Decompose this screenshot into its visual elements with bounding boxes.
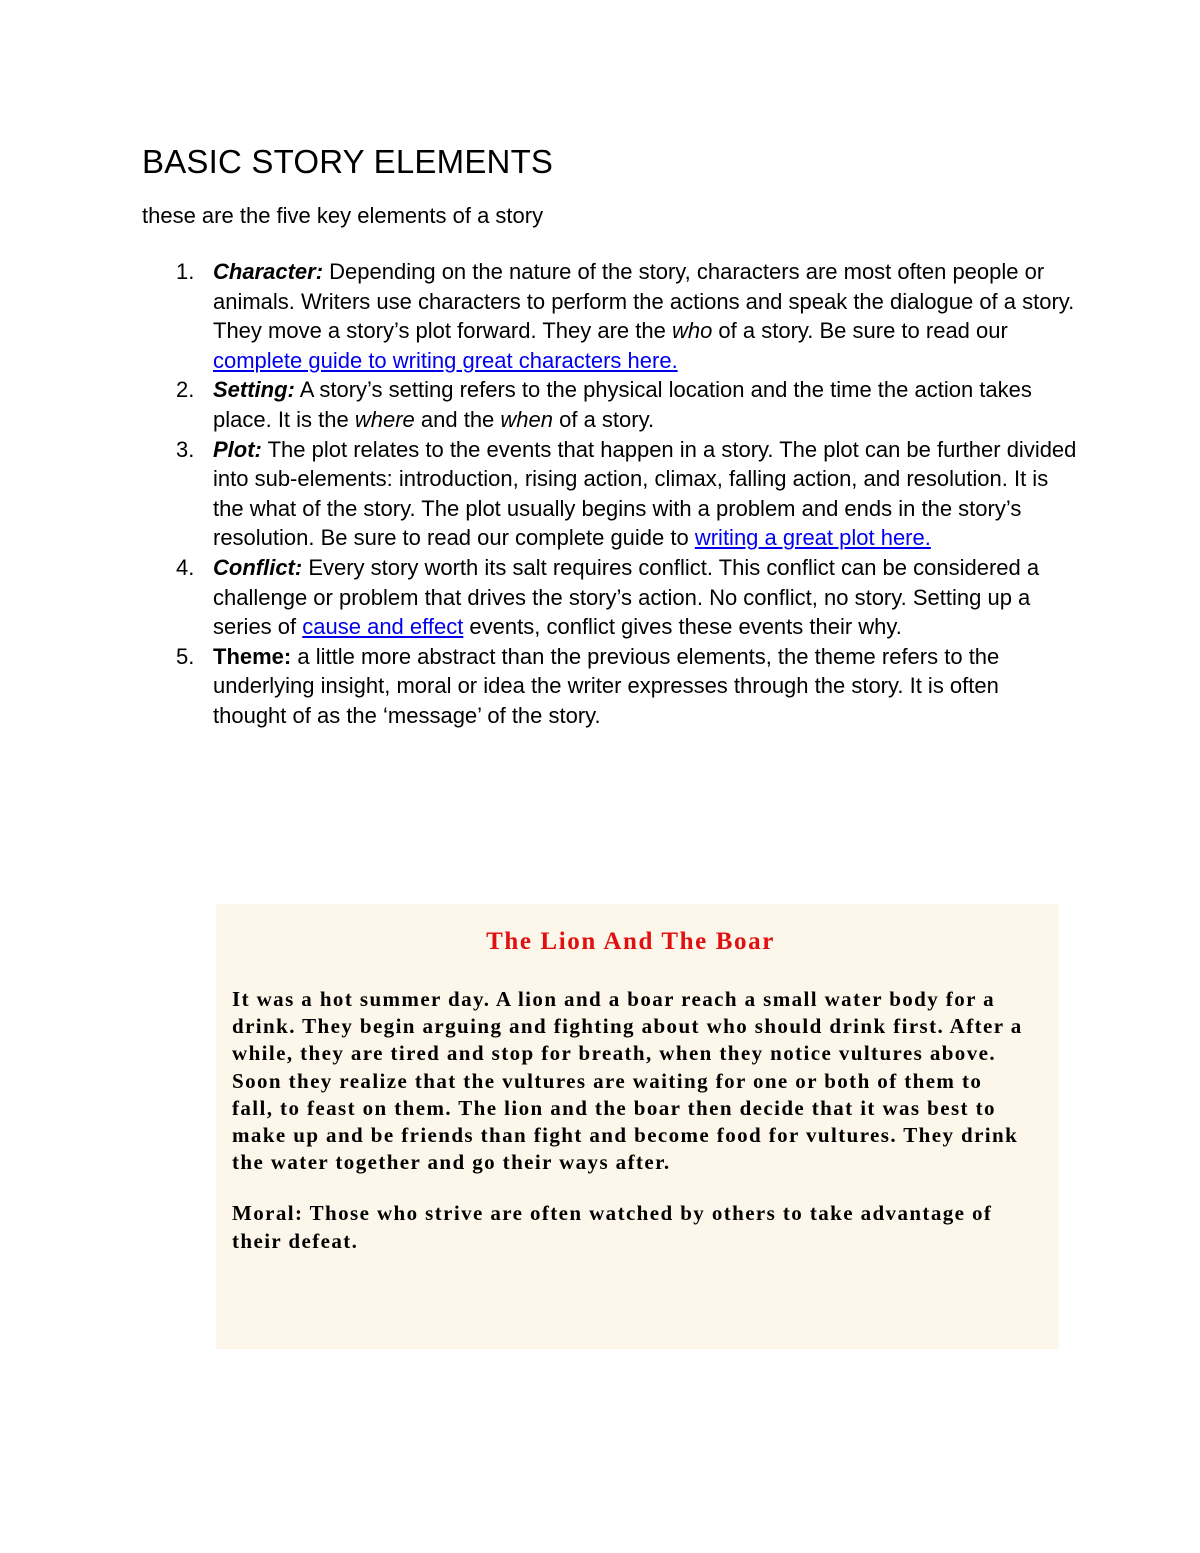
emphasis-who: who — [671, 318, 713, 344]
list-item-setting — [142, 375, 1077, 434]
emphasis-when: when — [500, 406, 554, 432]
term-character: Character: — [213, 259, 324, 284]
item-text: Every story worth its salt requires conflict. This conflict can be considered a challenge or problem that drives the story’s action. No conflict, no story. Setting up a series of — [213, 554, 1040, 640]
story-body: It was a hot summer day. A lion and a boar reach a small water body for a drink. They begin arguing and fighting about who should drink first. After a while, they are tired and stop for breath, when they notice vultures above. Soon they realize that the vultures are waiting for one or both of them to fall, to feast on them. The lion and the boar then decide that it was best to make up and be friends than fight and become food for vultures. They drink the water together and go their ways after. — [232, 987, 1023, 1175]
list-number: 4. — [176, 554, 195, 580]
story-elements-list — [142, 257, 1077, 731]
item-text: of a story. Be sure to read our — [712, 318, 1008, 344]
plot-guide-link[interactable]: writing a great plot here. — [694, 525, 931, 551]
item-text: a little more abstract than the previous elements, the theme refers to the underlying insight, moral or idea the writer expresses through the story. It is often thought of as the ‘message’ of the story. — [213, 643, 1000, 728]
story-image — [216, 904, 1059, 1349]
cause-and-effect-link[interactable]: cause and effect — [302, 614, 464, 640]
item-text: of a story. — [553, 406, 655, 432]
list-item-character — [142, 257, 1077, 375]
list-item-theme — [142, 642, 1077, 731]
list-number: 3. — [176, 436, 195, 462]
list-item-conflict — [142, 553, 1077, 642]
item-text: events, conflict gives these events their why. — [463, 614, 902, 640]
item-text: and the — [414, 406, 501, 432]
story-moral: Moral: Those who strive are often watched by others to take advantage of their defeat. — [232, 1201, 993, 1253]
page-title: BASIC STORY ELEMENTS — [142, 143, 554, 180]
list-number: 2. — [176, 377, 195, 403]
list-number: 5. — [176, 643, 195, 669]
story-title: The Lion And The Boar — [486, 928, 775, 955]
item-text: The plot relates to the events that happen in a story. The plot can be further divided into sub-elements: introduction, rising action, climax, falling action, and resolution. It is the what of the story. The plot usually begins with a problem and ends in the story’s resolution. Be sure to read our complete guide to — [213, 436, 1077, 551]
term-theme: Theme: — [213, 643, 292, 669]
term-plot: Plot: — [213, 436, 262, 462]
item-text: Depending on the nature of the story, characters are most often people or animals. Writers use characters to perform the actions and speak the dialogue of a story. They move a story’s plot forward. They are the — [213, 259, 1075, 344]
list-item-plot — [142, 435, 1077, 553]
item-text: A story’s setting refers to the physical location and the time the action takes place. It is the — [213, 377, 1032, 432]
intro-text: these are the five key elements of a story — [142, 203, 544, 228]
emphasis-where: where — [354, 406, 415, 432]
term-conflict: Conflict: — [213, 554, 303, 580]
term-setting: Setting: — [213, 377, 295, 403]
characters-guide-link[interactable]: complete guide to writing great characters here. — [213, 347, 678, 373]
list-number: 1. — [176, 259, 195, 284]
